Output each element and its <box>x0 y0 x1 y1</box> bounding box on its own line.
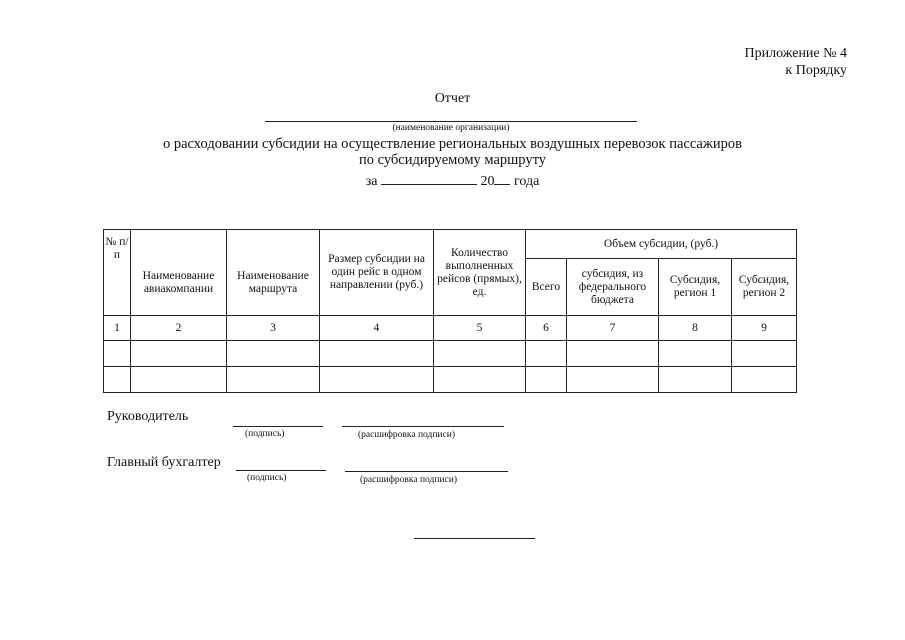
table-cell[interactable] <box>567 341 659 367</box>
head-sign-caption: (подпись) <box>245 429 285 439</box>
table-cell[interactable] <box>104 341 131 367</box>
year-blank <box>494 172 510 185</box>
table-cell[interactable] <box>131 367 227 393</box>
accountant-signature-line[interactable] <box>236 470 326 471</box>
accountant-decode-line[interactable] <box>345 471 508 472</box>
appendix-header <box>745 45 848 79</box>
table-cell[interactable] <box>320 341 434 367</box>
table-cell[interactable] <box>434 341 526 367</box>
table-cell[interactable] <box>526 367 567 393</box>
appendix-number: Приложение № 4 <box>744 46 847 61</box>
period-year-prefix: 20 <box>480 174 495 189</box>
header-route: Наименование маршрута <box>227 230 320 316</box>
table-row <box>104 341 797 367</box>
table-cell[interactable] <box>567 367 659 393</box>
table-cell[interactable] <box>227 341 320 367</box>
period-suffix: года <box>513 174 540 189</box>
table-row <box>104 367 797 393</box>
organization-name-line <box>265 121 637 122</box>
organization-name-caption: (наименование организации) <box>392 123 510 133</box>
head-label: Руководитель <box>107 409 189 424</box>
col-number: 2 <box>131 316 227 341</box>
col-number: 4 <box>320 316 434 341</box>
accountant-label: Главный бухгалтер <box>107 455 221 470</box>
col-number: 1 <box>104 316 131 341</box>
header-num: № п/п <box>104 230 131 316</box>
table-cell[interactable] <box>320 367 434 393</box>
head-decode-caption: (расшифровка подписи) <box>358 430 455 440</box>
head-signature-line[interactable] <box>233 426 323 427</box>
appendix-order: к Порядку <box>785 63 847 78</box>
table-cell[interactable] <box>659 367 732 393</box>
report-table <box>103 229 797 393</box>
col-number: 6 <box>526 316 567 341</box>
col-number: 3 <box>227 316 320 341</box>
report-title: Отчет <box>434 91 471 106</box>
report-subtitle <box>0 136 905 168</box>
table-cell[interactable] <box>659 341 732 367</box>
report-period <box>0 172 905 190</box>
header-federal: субсидия, из федерального бюджета <box>567 259 659 316</box>
period-prefix: за <box>365 174 378 189</box>
header-total: Всего <box>526 259 567 316</box>
col-number: 5 <box>434 316 526 341</box>
table-cell[interactable] <box>732 367 797 393</box>
period-blank <box>381 172 477 185</box>
subtitle-line-2: по субсидируемому маршруту <box>358 152 547 168</box>
table-cell[interactable] <box>227 367 320 393</box>
header-subsidy-size: Размер субсидии на один рейс в одном направлении (руб.) <box>320 230 434 316</box>
accountant-decode-caption: (расшифровка подписи) <box>360 475 457 485</box>
table-cell[interactable] <box>131 341 227 367</box>
header-region-2: Субсидия, регион 2 <box>732 259 797 316</box>
subtitle-line-1: о расходовании субсидии на осуществление региональных воздушных перевозок пассажиров <box>163 136 742 152</box>
header-subsidy-volume: Объем субсидии, (руб.) <box>526 230 797 259</box>
col-number: 7 <box>567 316 659 341</box>
table-cell[interactable] <box>434 367 526 393</box>
col-number: 8 <box>659 316 732 341</box>
header-airline: Наименование авиакомпании <box>131 230 227 316</box>
col-number: 9 <box>732 316 797 341</box>
table-cell[interactable] <box>732 341 797 367</box>
head-decode-line[interactable] <box>342 426 504 427</box>
table-cell[interactable] <box>526 341 567 367</box>
header-region-1: Субсидия, регион 1 <box>659 259 732 316</box>
table-cell[interactable] <box>104 367 131 393</box>
header-flights-count: Количество выполненных рейсов (прямых), ед. <box>434 230 526 316</box>
footer-line <box>414 538 535 539</box>
accountant-sign-caption: (подпись) <box>247 473 287 483</box>
